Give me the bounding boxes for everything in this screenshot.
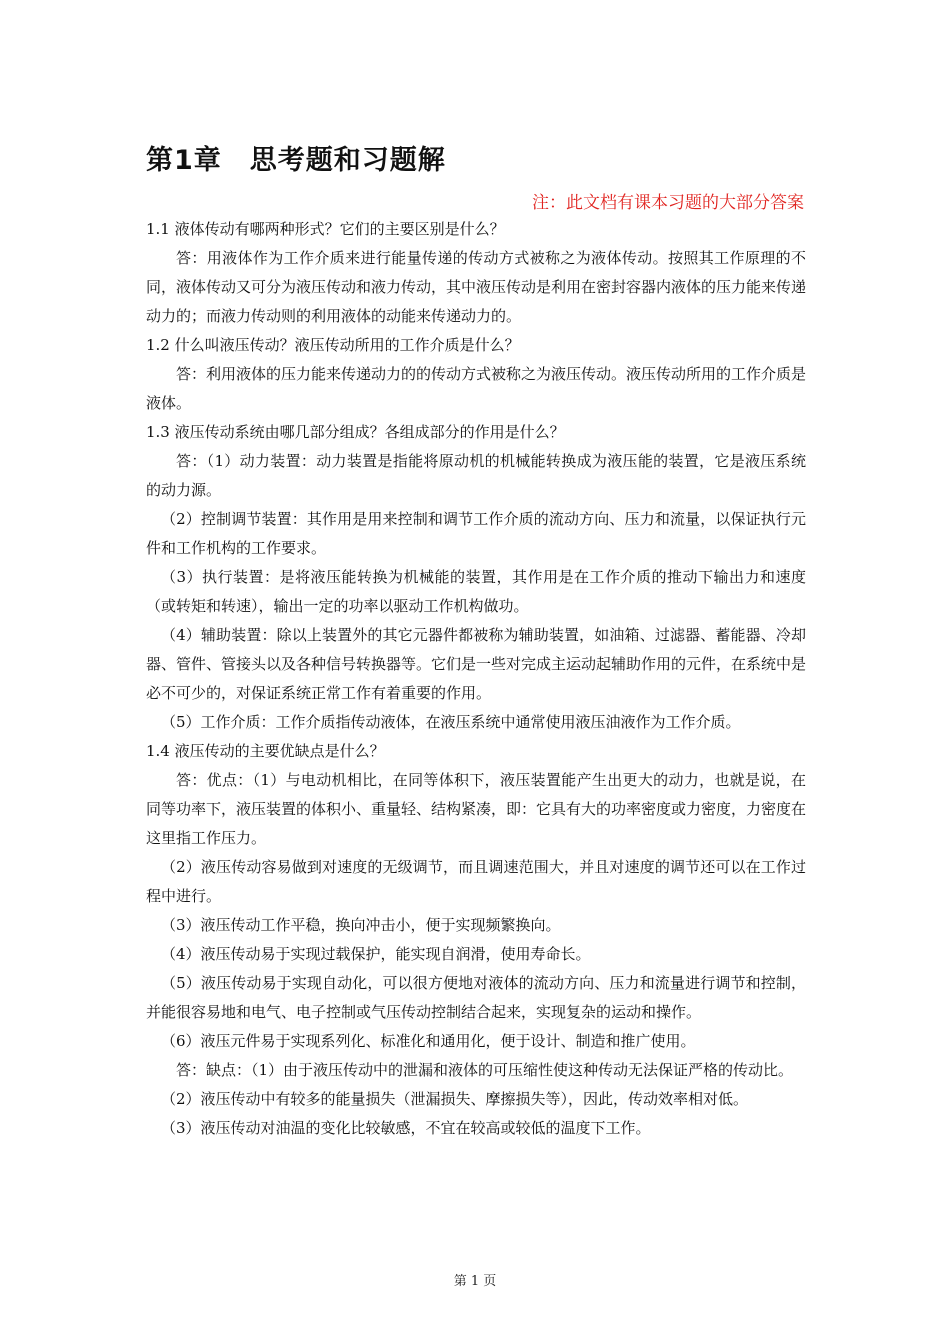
page-number: 第 1 页 [453, 1274, 497, 1289]
answer-item-paragraph: （6）液压元件易于实现系列化、标准化和通用化，便于设计、制造和推广使用。 [161, 1032, 696, 1050]
answer-item-paragraph: （4）液压传动易于实现过载保护，能实现自润滑，使用寿命长。 [161, 945, 591, 963]
answer-paragraph: 答：优点：（1）与电动机相比，在同等体积下，液压装置能产生出更大的动力，也就是说，在同等功率下，液压装置的体积小、重量轻、结构紧凑，即：它具有大的功率密度或力密度，力密度在这里指工作压力。 [146, 771, 807, 847]
chapter-title: 第1章 思考题和习题解 [146, 145, 446, 176]
answer-item-paragraph: （5）工作介质：工作介质指传动液体，在液压系统中通常使用液压油液作为工作介质。 [161, 713, 741, 731]
document-body [146, 215, 806, 1143]
answer-paragraph: 答：（1）动力装置：动力装置是指能将原动机的机械能转换成为液压能的装置，它是液压系统的动力源。 [146, 452, 806, 499]
answer-item-paragraph: （3）液压传动对油温的变化比较敏感，不宜在较高或较低的温度下工作。 [161, 1119, 651, 1137]
question-paragraph: 1.2 什么叫液压传动？液压传动所用的工作介质是什么？ [146, 336, 520, 354]
answer-paragraph: 答：缺点：（1）由于液压传动中的泄漏和液体的可压缩性使这种传动无法保证严格的传动比。 [176, 1061, 794, 1079]
answer-item-paragraph: （2）控制调节装置：其作用是用来控制和调节工作介质的流动方向、压力和流量，以保证执行元件和工作机构的工作要求。 [146, 510, 806, 557]
answer-paragraph: 答：利用液体的压力能来传递动力的的传动方式被称之为液压传动。液压传动所用的工作介质是液体。 [146, 365, 807, 412]
answer-item-paragraph: （3）液压传动工作平稳，换向冲击小，便于实现频繁换向。 [161, 916, 561, 934]
answer-item-paragraph: （2）液压传动中有较多的能量损失（泄漏损失、摩擦损失等），因此，传动效率相对低。 [161, 1090, 749, 1108]
answer-paragraph: 答：用液体作为工作介质来进行能量传递的传动方式被称之为液体传动。按照其工作原理的不同，液体传动又可分为液压传动和液力传动，其中液压传动是利用在密封容器内液体的压力能来传递动力的；而液力传动则的利用液体的动能来传递动力的。 [146, 249, 807, 325]
question-paragraph: 1.1 液体传动有哪两种形式？它们的主要区别是什么？ [146, 220, 505, 238]
question-paragraph: 1.3 液压传动系统由哪几部分组成？各组成部分的作用是什么？ [146, 423, 565, 441]
answer-item-paragraph: （3）执行装置：是将液压能转换为机械能的装置，其作用是在工作介质的推动下输出力和速度（或转矩和转速），输出一定的功率以驱动工作机构做功。 [146, 568, 806, 615]
answer-item-paragraph: （2）液压传动容易做到对速度的无级调节，而且调速范围大，并且对速度的调节还可以在工作过程中进行。 [146, 858, 806, 905]
question-paragraph: 1.4 液压传动的主要优缺点是什么？ [146, 742, 385, 760]
answer-item-paragraph: （4）辅助装置：除以上装置外的其它元器件都被称为辅助装置，如油箱、过滤器、蓄能器、冷却器、管件、管接头以及各种信号转换器等。它们是一些对完成主运动起辅助作用的元件，在系统中是必不可少的，对保证系统正常工作有着重要的作用。 [146, 626, 807, 702]
red-note: 注：此文档有课本习题的大部分答案 [532, 193, 804, 213]
answer-item-paragraph: （5）液压传动易于实现自动化，可以很方便地对液体的流动方向、压力和流量进行调节和控制，并能很容易地和电气、电子控制或气压传动控制结合起来，实现复杂的运动和操作。 [146, 974, 806, 1021]
